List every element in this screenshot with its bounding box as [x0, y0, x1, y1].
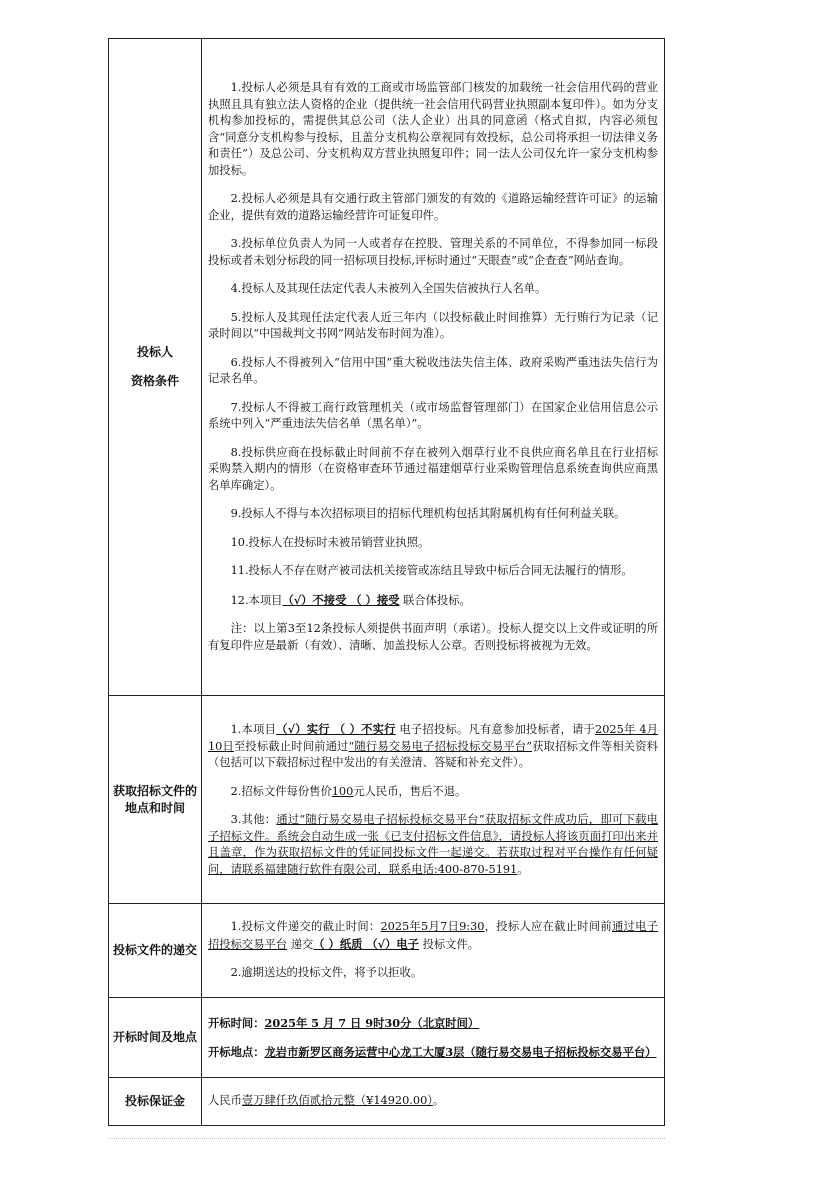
- opening-place-prefix: 开标地点：: [208, 1044, 265, 1059]
- opening-time-prefix: 开标时间：: [208, 1016, 265, 1030]
- obtain-p3-end: 。: [517, 862, 529, 876]
- qualification-item-8: 8.投标供应商在投标截止时间前不存在被列入烟草行业不良供应商名单且在行业招标采购禁入期内的情形（在资格审查环节通过福建烟草行业采购管理信息系统查询供应商黑名单库确定）。: [208, 445, 658, 492]
- obtain-p1-date: 2025年 4月10日: [208, 723, 659, 753]
- obtain-row: [109, 696, 665, 904]
- bond-amount: 壹万肆仟玖佰贰拾元整（¥14920.00）: [241, 1094, 433, 1108]
- obtain-p2-price: 100: [331, 784, 354, 798]
- opening-time-value: 2025年 5 月 7 日 9时30分（北京时间）: [264, 1016, 480, 1030]
- item12-suffix: 联合体投标。: [403, 593, 471, 607]
- qualification-item-11: 11.投标人不存在财产被司法机关接管或冻结且导致中标后合同无法履行的情形。: [230, 564, 633, 577]
- submission-p1-options: （ ）纸质 （√）电子: [313, 936, 419, 951]
- obtain-content: [202, 696, 665, 904]
- obtain-para-3: [208, 812, 658, 878]
- submission-content: [202, 904, 665, 998]
- opening-label: 开标时间及地点: [109, 998, 202, 1078]
- opening-time: [208, 1015, 658, 1032]
- opening-place: [208, 1044, 658, 1061]
- bond-label: 投标保证金: [109, 1078, 202, 1126]
- obtain-para-1: [208, 721, 658, 772]
- submission-p1-mid: ，投标人应在截止时间前: [484, 920, 612, 934]
- qualification-item-9: 9.投标人不得与本次招标项目的招标代理机构包括其附属机构有任何利益关联。: [230, 507, 626, 520]
- submission-p1-mid2: 递交: [290, 937, 314, 951]
- submission-p1-suffix: 投标文件。: [422, 937, 480, 951]
- submission-para-1: [208, 919, 658, 953]
- tender-info-table-wrapper: [108, 38, 665, 1126]
- obtain-p2-suffix: 元人民币，售后不退。: [353, 784, 467, 798]
- obtain-p1-mid2: 至投标截止时间前通过: [233, 739, 349, 753]
- qualification-item-7: 7.投标人不得被工商行政管理机关（或市场监督管理部门）在国家企业信用信息公示系统中列入“严重违法失信名单（黑名单）”。: [208, 400, 658, 430]
- submission-p1-platform: 通过电子招投标交易平台: [208, 920, 658, 951]
- qualification-item-5: 5.投标人及其现任法定代表人近三年内（以投标截止时间推算）无行贿行为记录（记录时间以“中国裁判文书网”网站发布时间为准）。: [208, 310, 658, 340]
- qualification-item-3: 3.投标单位负责人为同一人或者存在控股、管理关系的不同单位，不得参加同一标段投标或者未划分标段的同一招标项目投标,评标时通过“天眼查”或“企查查”网站查询。: [208, 237, 658, 267]
- submission-label: 投标文件的递交: [109, 904, 202, 998]
- obtain-p1-options: （√）实行 （ ）不实行: [276, 722, 396, 736]
- opening-place-value: 龙岩市新罗区商务运营中心龙工大厦3层（随行易交易电子招标投标交易平台）: [264, 1044, 657, 1059]
- qualification-item-10: 10.投标人在投标时未被吊销营业执照。: [230, 535, 430, 549]
- qualification-label-line2: 资格条件: [130, 374, 179, 388]
- opening-content: [202, 998, 665, 1078]
- bond-content: [202, 1078, 665, 1126]
- bond-prefix: 人民币: [208, 1094, 242, 1108]
- obtain-p3-prefix: 3.其他：: [230, 813, 277, 826]
- qualification-item-12: [208, 592, 658, 610]
- submission-row: [109, 904, 665, 998]
- qualification-item-4: 4.投标人及其现任法定代表人未被列入全国失信被执行人名单。: [230, 282, 547, 295]
- obtain-p3-text: 通过“随行易交易电子招标投标交易平台”获取招标文件成功后，即可下载电子招标文件。系统会自动生成一张《已支付招标文件信息》，请投标人将该页面打印出来并且盖章，作为获取招标文件的凭证同投标文件一起递交。若获取过程对平台操作有任何疑问，请联系福建随行软件有限公司，联系电话:400-870-5191: [208, 813, 658, 876]
- page-bottom-rule: [108, 1138, 665, 1139]
- bond-row: [109, 1078, 665, 1126]
- qualification-item-1: 1.投标人必须是具有有效的工商或市场监管部门核发的加载统一社会信用代码的营业执照且具有独立法人资格的企业（提供统一社会信用代码营业执照副本复印件）。如为分支机构参加投标的，需提供其总公司（法人企业）出具的同意函（格式自拟，内容必须包含“同意分支机构参与投标，且盖分支机构公章视同有效投标，总公司将承担一切法律义务和责任”）及总公司、分支机构双方营业执照复印件；同一法人公司仅允许一家分支机构参加投标。: [208, 81, 658, 177]
- obtain-p2-prefix: 2.招标文件每份售价: [230, 784, 332, 798]
- qualification-label-line1: 投标人: [136, 345, 173, 359]
- item12-prefix: 12.本项目: [230, 593, 283, 607]
- obtain-p1-prefix: 1.本项目: [230, 723, 277, 736]
- item12-options: （√）不接受 （ ）接受: [282, 592, 400, 607]
- opening-row: [109, 998, 665, 1078]
- qualification-item-2: 2.投标人必须是具有交通行政主管部门颁发的有效的《道路运输经营许可证》的运输企业，提供有效的道路运输经营许可证复印件。: [208, 192, 658, 222]
- qualification-label: [109, 39, 202, 696]
- bond-text: [208, 1093, 658, 1110]
- qualification-row: [109, 39, 665, 696]
- obtain-p1-suffix: 获取招标文件等相关资料（包括可以下载招标过程中发出的有关澄清、答疑和补充文件）。: [208, 739, 658, 769]
- qualification-note: 注：以上第3至12条投标人须提供书面声明（承诺）。投标人提交以上文件或证明的所有复印件应是最新（有效）、清晰、加盖投标人公章。否则投标将被视为无效。: [208, 622, 658, 652]
- obtain-label: 获取招标文件的地点和时间: [109, 696, 202, 904]
- tender-info-table: [108, 38, 665, 1126]
- obtain-p1-platform: “随行易交易电子招标投标交易平台”: [348, 739, 533, 753]
- qualification-content: [202, 39, 665, 696]
- submission-p1-prefix: 1.投标文件递交的截止时间：: [230, 920, 381, 934]
- obtain-p1-mid1: 电子招投标。凡有意参加投标者，请于: [399, 723, 596, 736]
- qualification-item-6: 6.投标人不得被列入“信用中国”重大税收违法失信主体、政府采购严重违法失信行为记录名单。: [208, 355, 658, 385]
- submission-deadline: 2025年5月7日9:30: [380, 920, 485, 934]
- bond-suffix: 。: [432, 1094, 445, 1108]
- obtain-para-2: [208, 784, 658, 801]
- submission-para-2: 2.逾期送达的投标文件，将予以拒收。: [230, 966, 423, 980]
